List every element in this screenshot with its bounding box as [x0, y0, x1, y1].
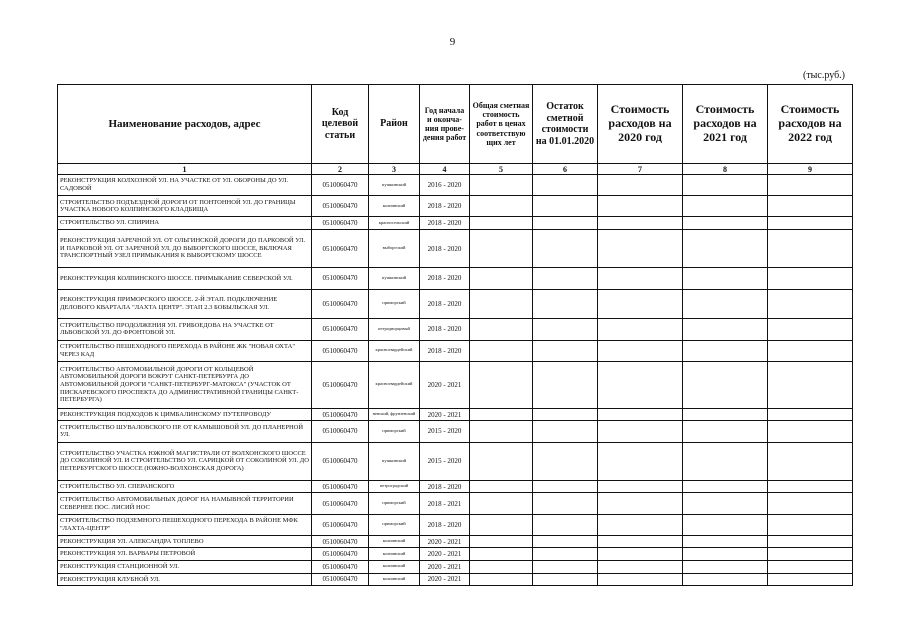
target-code: 0510060470	[312, 421, 369, 442]
work-years: 2016 - 2020	[420, 175, 470, 196]
cost-2022-cell	[768, 548, 853, 561]
cost-2021-cell	[683, 408, 768, 421]
remaining-cost-cell	[533, 480, 598, 493]
total-cost-cell	[470, 361, 533, 408]
expense-name: РЕКОНСТРУКЦИЯ КЛУБНОЙ УЛ.	[58, 573, 312, 586]
cost-2022-cell	[768, 361, 853, 408]
cost-2021-cell	[683, 514, 768, 535]
remaining-cost-cell	[533, 548, 598, 561]
table-row	[58, 229, 853, 267]
cost-2022-cell	[768, 493, 853, 514]
table-row	[58, 548, 853, 561]
cost-2020-cell	[598, 175, 683, 196]
units-label: (тыс.руб.)	[802, 70, 845, 81]
total-cost-cell	[470, 175, 533, 196]
cost-2021-cell	[683, 268, 768, 289]
work-years: 2020 - 2021	[420, 408, 470, 421]
target-code: 0510060470	[312, 408, 369, 421]
district: приморский	[369, 289, 420, 319]
header-code: Код целевой статьи	[312, 85, 369, 164]
expense-name: СТРОИТЕЛЬСТВО ПОДЗЕМНОГО ПЕШЕХОДНОГО ПЕРЕХОДА В РАЙОНЕ МФК "ЛАХТА-ЦЕНТР"	[58, 514, 312, 535]
cost-2020-cell	[598, 196, 683, 217]
header-district: Район	[369, 85, 420, 164]
expense-name: СТРОИТЕЛЬСТВО УЛ. СПЕРАНСКОГО	[58, 480, 312, 493]
total-cost-cell	[470, 340, 533, 361]
cost-2021-cell	[683, 442, 768, 480]
cost-2021-cell	[683, 561, 768, 574]
target-code: 0510060470	[312, 196, 369, 217]
total-cost-cell	[470, 196, 533, 217]
total-cost-cell	[470, 493, 533, 514]
expense-name: СТРОИТЕЛЬСТВО ПРОДОЛЖЕНИЯ УЛ. ГРИБОЕДОВА НА УЧАСТКЕ ОТ ЛЬВОВСКОЙ УЛ. ДО ФРОНТОВОЙ УЛ.	[58, 319, 312, 340]
target-code: 0510060470	[312, 217, 369, 230]
remaining-cost-cell	[533, 442, 598, 480]
expense-name: РЕКОНСТРУКЦИЯ УЛ. ВАРВАРЫ ПЕТРОВОЙ	[58, 548, 312, 561]
table-row	[58, 196, 853, 217]
column-number: 4	[420, 164, 470, 175]
target-code: 0510060470	[312, 480, 369, 493]
total-cost-cell	[470, 408, 533, 421]
cost-2021-cell	[683, 319, 768, 340]
page-number: 9	[449, 36, 456, 48]
cost-2022-cell	[768, 561, 853, 574]
remaining-cost-cell	[533, 319, 598, 340]
table-row	[58, 289, 853, 319]
remaining-cost-cell	[533, 340, 598, 361]
total-cost-cell	[470, 268, 533, 289]
district: красногвардейский	[369, 340, 420, 361]
table-row	[58, 408, 853, 421]
target-code: 0510060470	[312, 548, 369, 561]
target-code: 0510060470	[312, 535, 369, 548]
cost-2022-cell	[768, 229, 853, 267]
target-code: 0510060470	[312, 229, 369, 267]
district: колпинский	[369, 561, 420, 574]
total-cost-cell	[470, 573, 533, 586]
expense-name: СТРОИТЕЛЬСТВО АВТОМОБИЛЬНОЙ ДОРОГИ ОТ КОЛЬЦЕВОЙ АВТОМОБИЛЬНОЙ ДОРОГИ ВОКРУГ САНКТ-ПЕТЕРБУРГА ДО АВТОМОБИЛЬНОЙ ДОРОГИ "САНКТ-ПЕТЕРБУРГ-МАТОКСА" (УЧАСТОК ОТ ПИСКАРЕВСКОГО ПРОСПЕКТА ДО АДМИНИСТРАТИВНОЙ ГРАНИЦЫ САНКТ-ПЕТЕРБУРГА)	[58, 361, 312, 408]
table-row	[58, 442, 853, 480]
cost-2021-cell	[683, 480, 768, 493]
expense-name: СТРОИТЕЛЬСТВО ПЕШЕХОДНОГО ПЕРЕХОДА В РАЙОНЕ ЖК "НОВАЯ ОХТА" ЧЕРЕЗ КАД	[58, 340, 312, 361]
cost-2020-cell	[598, 480, 683, 493]
cost-2022-cell	[768, 196, 853, 217]
cost-2022-cell	[768, 408, 853, 421]
header-remaining: Остаток сметной стоимости на 01.01.2020	[533, 85, 598, 164]
expense-name: СТРОИТЕЛЬСТВО ПОДЪЕЗДНОЙ ДОРОГИ ОТ ПОНТОННОЙ УЛ. ДО ГРАНИЦЫ УЧАСТКА НОВОГО КОЛПИНСКОГО КЛАДБИЩА	[58, 196, 312, 217]
cost-2021-cell	[683, 361, 768, 408]
column-number: 9	[768, 164, 853, 175]
remaining-cost-cell	[533, 268, 598, 289]
cost-2020-cell	[598, 442, 683, 480]
expense-name: РЕКОНСТРУКЦИЯ УЛ. АЛЕКСАНДРА ТОПЛЕВО	[58, 535, 312, 548]
cost-2021-cell	[683, 196, 768, 217]
cost-2022-cell	[768, 573, 853, 586]
total-cost-cell	[470, 548, 533, 561]
target-code: 0510060470	[312, 289, 369, 319]
target-code: 0510060470	[312, 573, 369, 586]
table-row	[58, 480, 853, 493]
district: приморский	[369, 421, 420, 442]
remaining-cost-cell	[533, 196, 598, 217]
district: приморский	[369, 514, 420, 535]
column-number: 1	[58, 164, 312, 175]
total-cost-cell	[470, 421, 533, 442]
expense-name: РЕКОНСТРУКЦИЯ КОЛХОЗНОЙ УЛ. НА УЧАСТКЕ ОТ УЛ. ОБОРОНЫ ДО УЛ. САДОВОЙ	[58, 175, 312, 196]
expense-name: РЕКОНСТРУКЦИЯ ПРИМОРСКОГО ШОССЕ. 2-Й ЭТАП. ПОДКЛЮЧЕНИЕ ДЕЛОВОГО КВАРТАЛА "ЛАХТА ЦЕНТР". ЭТАП 2.3 БОБЫЛЬСКАЯ УЛ.	[58, 289, 312, 319]
cost-2020-cell	[598, 421, 683, 442]
work-years: 2018 - 2020	[420, 319, 470, 340]
cost-2020-cell	[598, 408, 683, 421]
cost-2022-cell	[768, 514, 853, 535]
column-number: 8	[683, 164, 768, 175]
cost-2020-cell	[598, 319, 683, 340]
cost-2020-cell	[598, 561, 683, 574]
work-years: 2020 - 2021	[420, 561, 470, 574]
work-years: 2020 - 2021	[420, 573, 470, 586]
remaining-cost-cell	[533, 573, 598, 586]
cost-2021-cell	[683, 548, 768, 561]
table-row	[58, 561, 853, 574]
cost-2022-cell	[768, 319, 853, 340]
expense-name: РЕКОНСТРУКЦИЯ ЗАРЕЧНОЙ УЛ. ОТ ОЛЬГИНСКОЙ ДОРОГИ ДО ПАРКОВОЙ УЛ. И ПАРКОВОЙ УЛ. ОТ ЗАРЕЧНОЙ УЛ. ДО ВЫБОРГСКОГО ШОССЕ, ВКЛЮЧАЯ ТРАНСПОРТНЫЙ УЗЕЛ ПРИМЫКАНИЯ К ВЫБОРГСКОМУ ШОССЕ	[58, 229, 312, 267]
district: красногвардейский	[369, 361, 420, 408]
header-total-cost: Общая сметная стоимость работ в ценах соответствую щих лет	[470, 85, 533, 164]
work-years: 2018 - 2020	[420, 340, 470, 361]
cost-2020-cell	[598, 268, 683, 289]
table-row	[58, 217, 853, 230]
district: пушкинский	[369, 442, 420, 480]
cost-2020-cell	[598, 289, 683, 319]
work-years: 2018 - 2021	[420, 493, 470, 514]
district: пушкинский	[369, 175, 420, 196]
cost-2020-cell	[598, 548, 683, 561]
cost-2022-cell	[768, 480, 853, 493]
cost-2022-cell	[768, 268, 853, 289]
cost-2020-cell	[598, 340, 683, 361]
district: пушкинский	[369, 268, 420, 289]
total-cost-cell	[470, 289, 533, 319]
table-row	[58, 340, 853, 361]
district: колпинский	[369, 535, 420, 548]
table-row	[58, 535, 853, 548]
work-years: 2018 - 2020	[420, 289, 470, 319]
target-code: 0510060470	[312, 514, 369, 535]
remaining-cost-cell	[533, 408, 598, 421]
district: приморский	[369, 493, 420, 514]
cost-2021-cell	[683, 175, 768, 196]
cost-2022-cell	[768, 535, 853, 548]
total-cost-cell	[470, 442, 533, 480]
header-cost-2020: Стоимость расходов на 2020 год	[598, 85, 683, 164]
target-code: 0510060470	[312, 175, 369, 196]
expense-name: СТРОИТЕЛЬСТВО ШУВАЛОВСКОГО ПР. ОТ КАМЫШОВОЙ УЛ. ДО ПЛАНЕРНОЙ УЛ.	[58, 421, 312, 442]
cost-2022-cell	[768, 442, 853, 480]
expense-name: РЕКОНСТРУКЦИЯ КОЛПИНСКОГО ШОССЕ. ПРИМЫКАНИЕ СЕВЕРСКОЙ УЛ.	[58, 268, 312, 289]
district: колпинский	[369, 196, 420, 217]
table-row	[58, 514, 853, 535]
total-cost-cell	[470, 319, 533, 340]
expense-name: РЕКОНСТРУКЦИЯ ПОДХОДОВ К ЦИМБАЛИНСКОМУ ПУТЕПРОВОДУ	[58, 408, 312, 421]
column-number: 2	[312, 164, 369, 175]
expense-name: СТРОИТЕЛЬСТВО АВТОМОБИЛЬНЫХ ДОРОГ НА НАМЫВНОЙ ТЕРРИТОРИИ СЕВЕРНЕЕ ПОС. ЛИСИЙ НОС	[58, 493, 312, 514]
cost-2020-cell	[598, 229, 683, 267]
district: красносельский	[369, 217, 420, 230]
remaining-cost-cell	[533, 361, 598, 408]
cost-2020-cell	[598, 514, 683, 535]
cost-2021-cell	[683, 573, 768, 586]
cost-2021-cell	[683, 289, 768, 319]
header-cost-2022: Стоимость расходов на 2022 год	[768, 85, 853, 164]
cost-2021-cell	[683, 229, 768, 267]
target-code: 0510060470	[312, 442, 369, 480]
remaining-cost-cell	[533, 514, 598, 535]
target-code: 0510060470	[312, 268, 369, 289]
district: петроградский	[369, 480, 420, 493]
cost-2022-cell	[768, 340, 853, 361]
total-cost-cell	[470, 535, 533, 548]
total-cost-cell	[470, 561, 533, 574]
remaining-cost-cell	[533, 421, 598, 442]
table-row	[58, 361, 853, 408]
expense-name: СТРОИТЕЛЬСТВО УЧАСТКА ЮЖНОЙ МАГИСТРАЛИ ОТ ВОЛХОНСКОГО ШОССЕ ДО СОКОЛИНОЙ УЛ. И СТРОИТЕЛЬСТВО УЛ. САРИЦКОЙ ОТ СОКОЛИНОЙ УЛ. ДО ПЕТЕРБУРГСКОГО ШОССЕ (ЮЖНО-ВОЛХОНСКАЯ ДОРОГА)	[58, 442, 312, 480]
table-row	[58, 421, 853, 442]
column-number: 7	[598, 164, 683, 175]
total-cost-cell	[470, 514, 533, 535]
cost-2021-cell	[683, 421, 768, 442]
cost-2021-cell	[683, 340, 768, 361]
remaining-cost-cell	[533, 289, 598, 319]
work-years: 2018 - 2020	[420, 217, 470, 230]
work-years: 2015 - 2020	[420, 421, 470, 442]
work-years: 2018 - 2020	[420, 480, 470, 493]
cost-2021-cell	[683, 217, 768, 230]
remaining-cost-cell	[533, 175, 598, 196]
work-years: 2018 - 2020	[420, 229, 470, 267]
work-years: 2020 - 2021	[420, 535, 470, 548]
expenses-table	[57, 84, 853, 586]
work-years: 2020 - 2021	[420, 548, 470, 561]
work-years: 2018 - 2020	[420, 196, 470, 217]
cost-2020-cell	[598, 573, 683, 586]
cost-2022-cell	[768, 175, 853, 196]
district: невский, фрунзенский	[369, 408, 420, 421]
target-code: 0510060470	[312, 361, 369, 408]
target-code: 0510060470	[312, 561, 369, 574]
table-row	[58, 268, 853, 289]
remaining-cost-cell	[533, 493, 598, 514]
cost-2020-cell	[598, 493, 683, 514]
cost-2020-cell	[598, 535, 683, 548]
column-number: 3	[369, 164, 420, 175]
cost-2021-cell	[683, 493, 768, 514]
total-cost-cell	[470, 480, 533, 493]
table-row	[58, 493, 853, 514]
expense-name: СТРОИТЕЛЬСТВО УЛ. СПИРИНА	[58, 217, 312, 230]
work-years: 2018 - 2020	[420, 514, 470, 535]
cost-2022-cell	[768, 421, 853, 442]
cost-2022-cell	[768, 289, 853, 319]
remaining-cost-cell	[533, 229, 598, 267]
header-cost-2021: Стоимость расходов на 2021 год	[683, 85, 768, 164]
column-number: 6	[533, 164, 598, 175]
table-row	[58, 319, 853, 340]
cost-2022-cell	[768, 217, 853, 230]
remaining-cost-cell	[533, 561, 598, 574]
district: выборгский	[369, 229, 420, 267]
header-years: Год начала и оконча-ния прове-дения работ	[420, 85, 470, 164]
column-number-row	[58, 164, 853, 175]
district: петродворцовый	[369, 319, 420, 340]
cost-2020-cell	[598, 361, 683, 408]
cost-2020-cell	[598, 217, 683, 230]
column-number: 5	[470, 164, 533, 175]
district: колпинский	[369, 573, 420, 586]
header-name: Наименование расходов, адрес	[58, 85, 312, 164]
district: колпинский	[369, 548, 420, 561]
table-row	[58, 573, 853, 586]
cost-2021-cell	[683, 535, 768, 548]
remaining-cost-cell	[533, 535, 598, 548]
expense-name: РЕКОНСТРУКЦИЯ СТАНЦИОННОЙ УЛ.	[58, 561, 312, 574]
remaining-cost-cell	[533, 217, 598, 230]
total-cost-cell	[470, 229, 533, 267]
work-years: 2018 - 2020	[420, 268, 470, 289]
table-row	[58, 175, 853, 196]
total-cost-cell	[470, 217, 533, 230]
target-code: 0510060470	[312, 319, 369, 340]
target-code: 0510060470	[312, 493, 369, 514]
work-years: 2020 - 2021	[420, 361, 470, 408]
work-years: 2015 - 2020	[420, 442, 470, 480]
target-code: 0510060470	[312, 340, 369, 361]
